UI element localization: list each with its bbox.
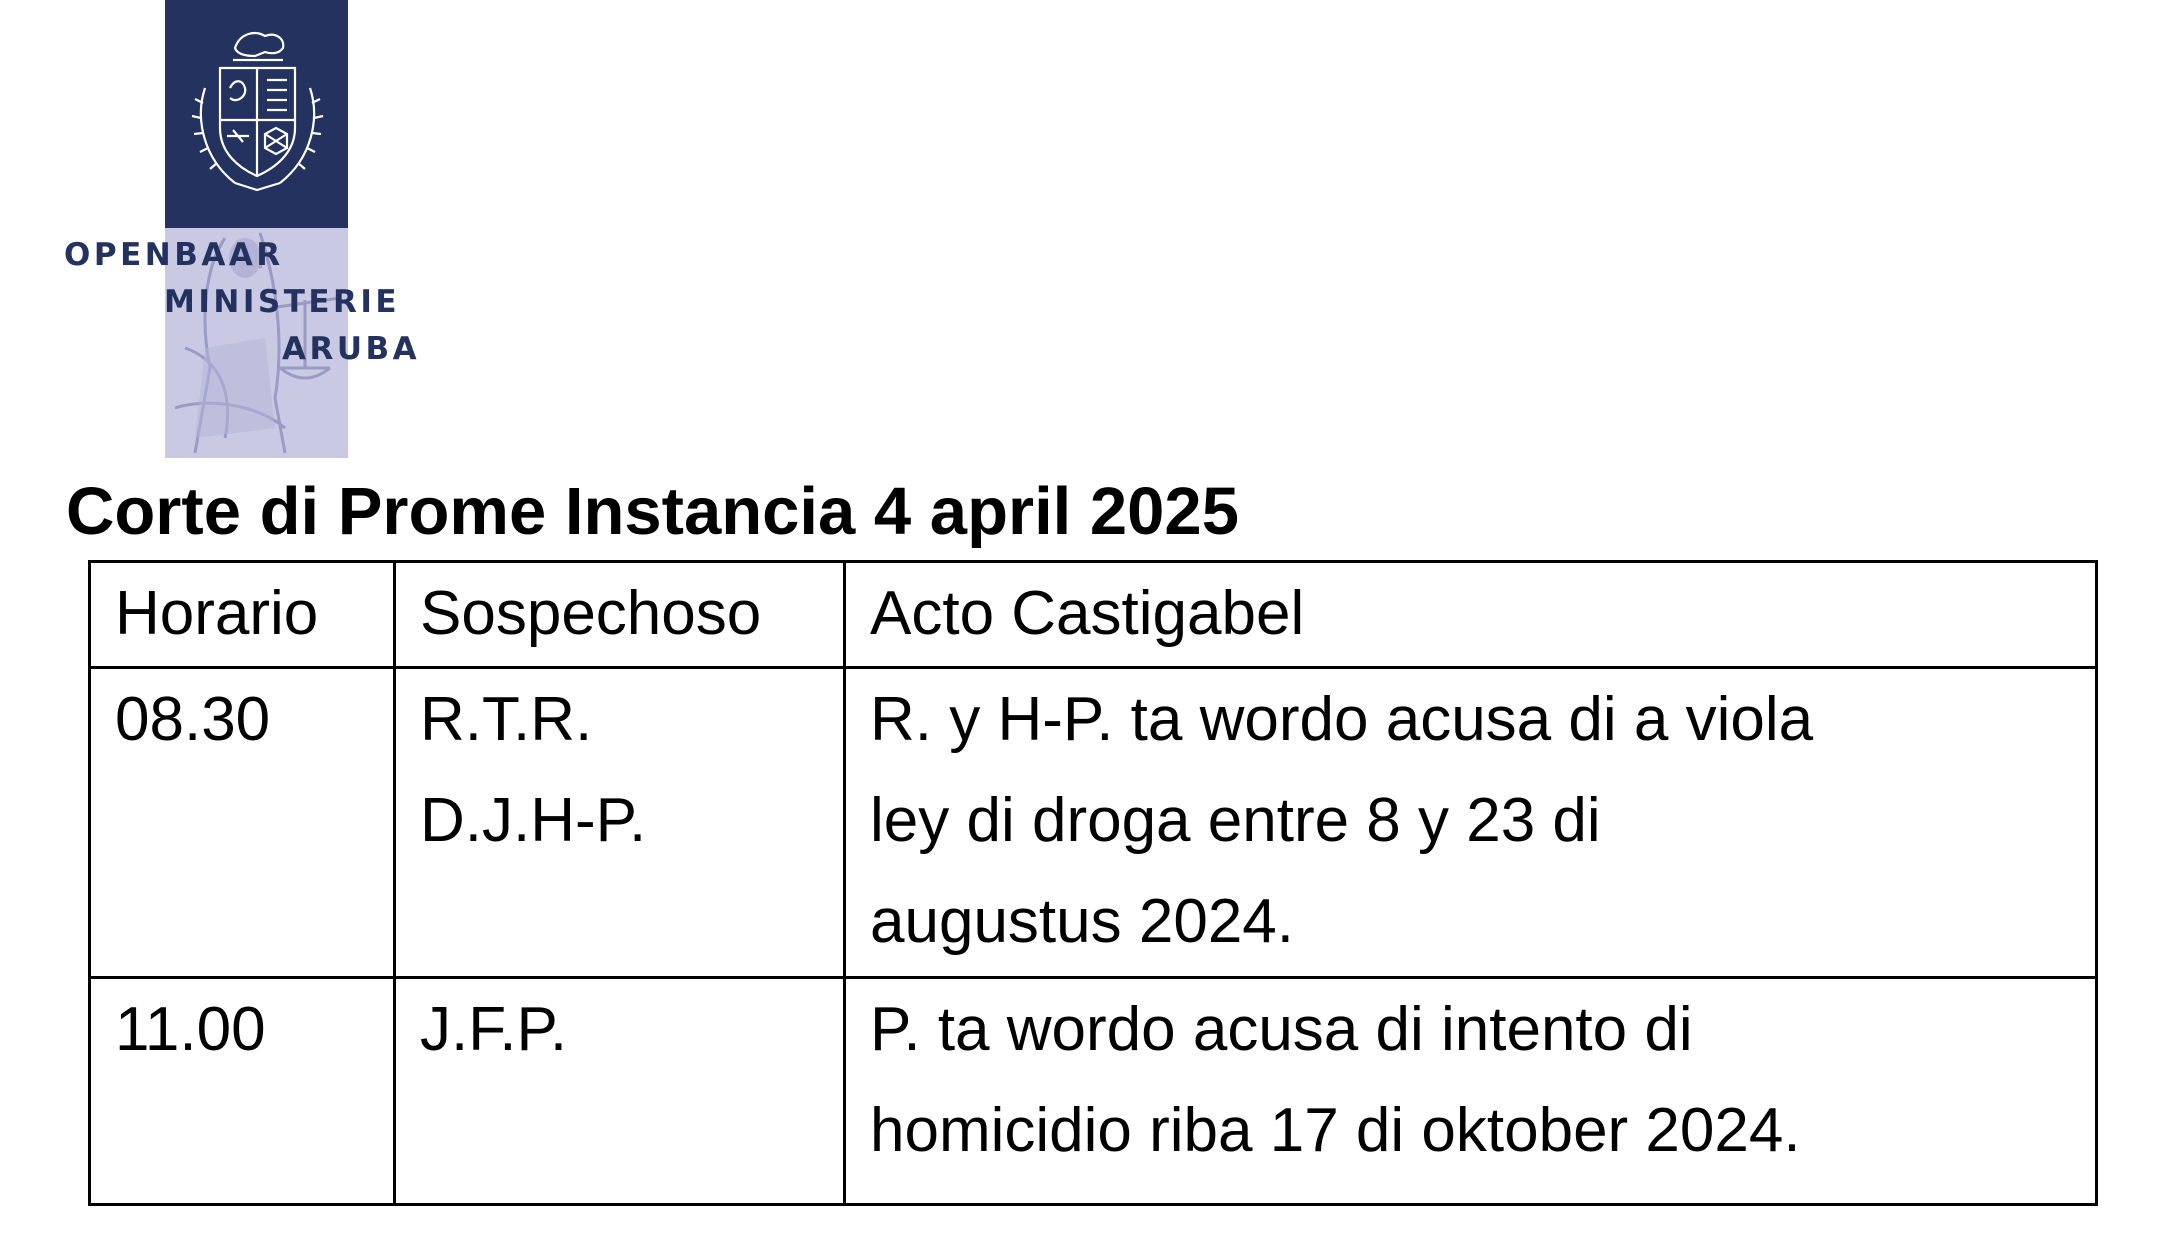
offense-line: ley di droga entre 8 y 23 di <box>870 786 1601 855</box>
table-row <box>90 978 2097 1205</box>
offense-line: P. ta wordo acusa di intento di <box>870 995 1693 1064</box>
table-row <box>90 668 2097 978</box>
time-cell: 08.30 <box>90 668 395 978</box>
table-header-row <box>90 562 2097 668</box>
offense-cell <box>845 978 2097 1205</box>
offense-cell <box>845 668 2097 978</box>
suspect-name: J.F.P. <box>420 995 568 1064</box>
logo-text-aruba: ARUBA <box>282 331 421 367</box>
header-offense: Acto Castigabel <box>845 562 2097 668</box>
offense-line: R. y H-P. ta wordo acusa di a viola <box>870 685 1814 754</box>
suspect-cell <box>395 668 845 978</box>
logo-text-ministerie: MINISTERIE <box>164 284 401 320</box>
header-suspect: Sospechoso <box>395 562 845 668</box>
time-cell: 11.00 <box>90 978 395 1205</box>
openbaar-ministerie-logo <box>0 0 480 460</box>
offense-line: augustus 2024. <box>870 887 1295 956</box>
logo-text-openbaar: OPENBAAR <box>64 237 284 273</box>
suspect-name: R.T.R. <box>420 685 593 754</box>
suspect-name: D.J.H-P. <box>420 786 647 855</box>
court-schedule-table <box>88 560 2098 1206</box>
aruba-coat-of-arms-icon <box>175 18 340 198</box>
page-title: Corte di Prome Instancia 4 april 2025 <box>66 474 1239 549</box>
offense-line: homicidio riba 17 di oktober 2024. <box>870 1096 1801 1165</box>
header-time: Horario <box>90 562 395 668</box>
suspect-cell <box>395 978 845 1205</box>
